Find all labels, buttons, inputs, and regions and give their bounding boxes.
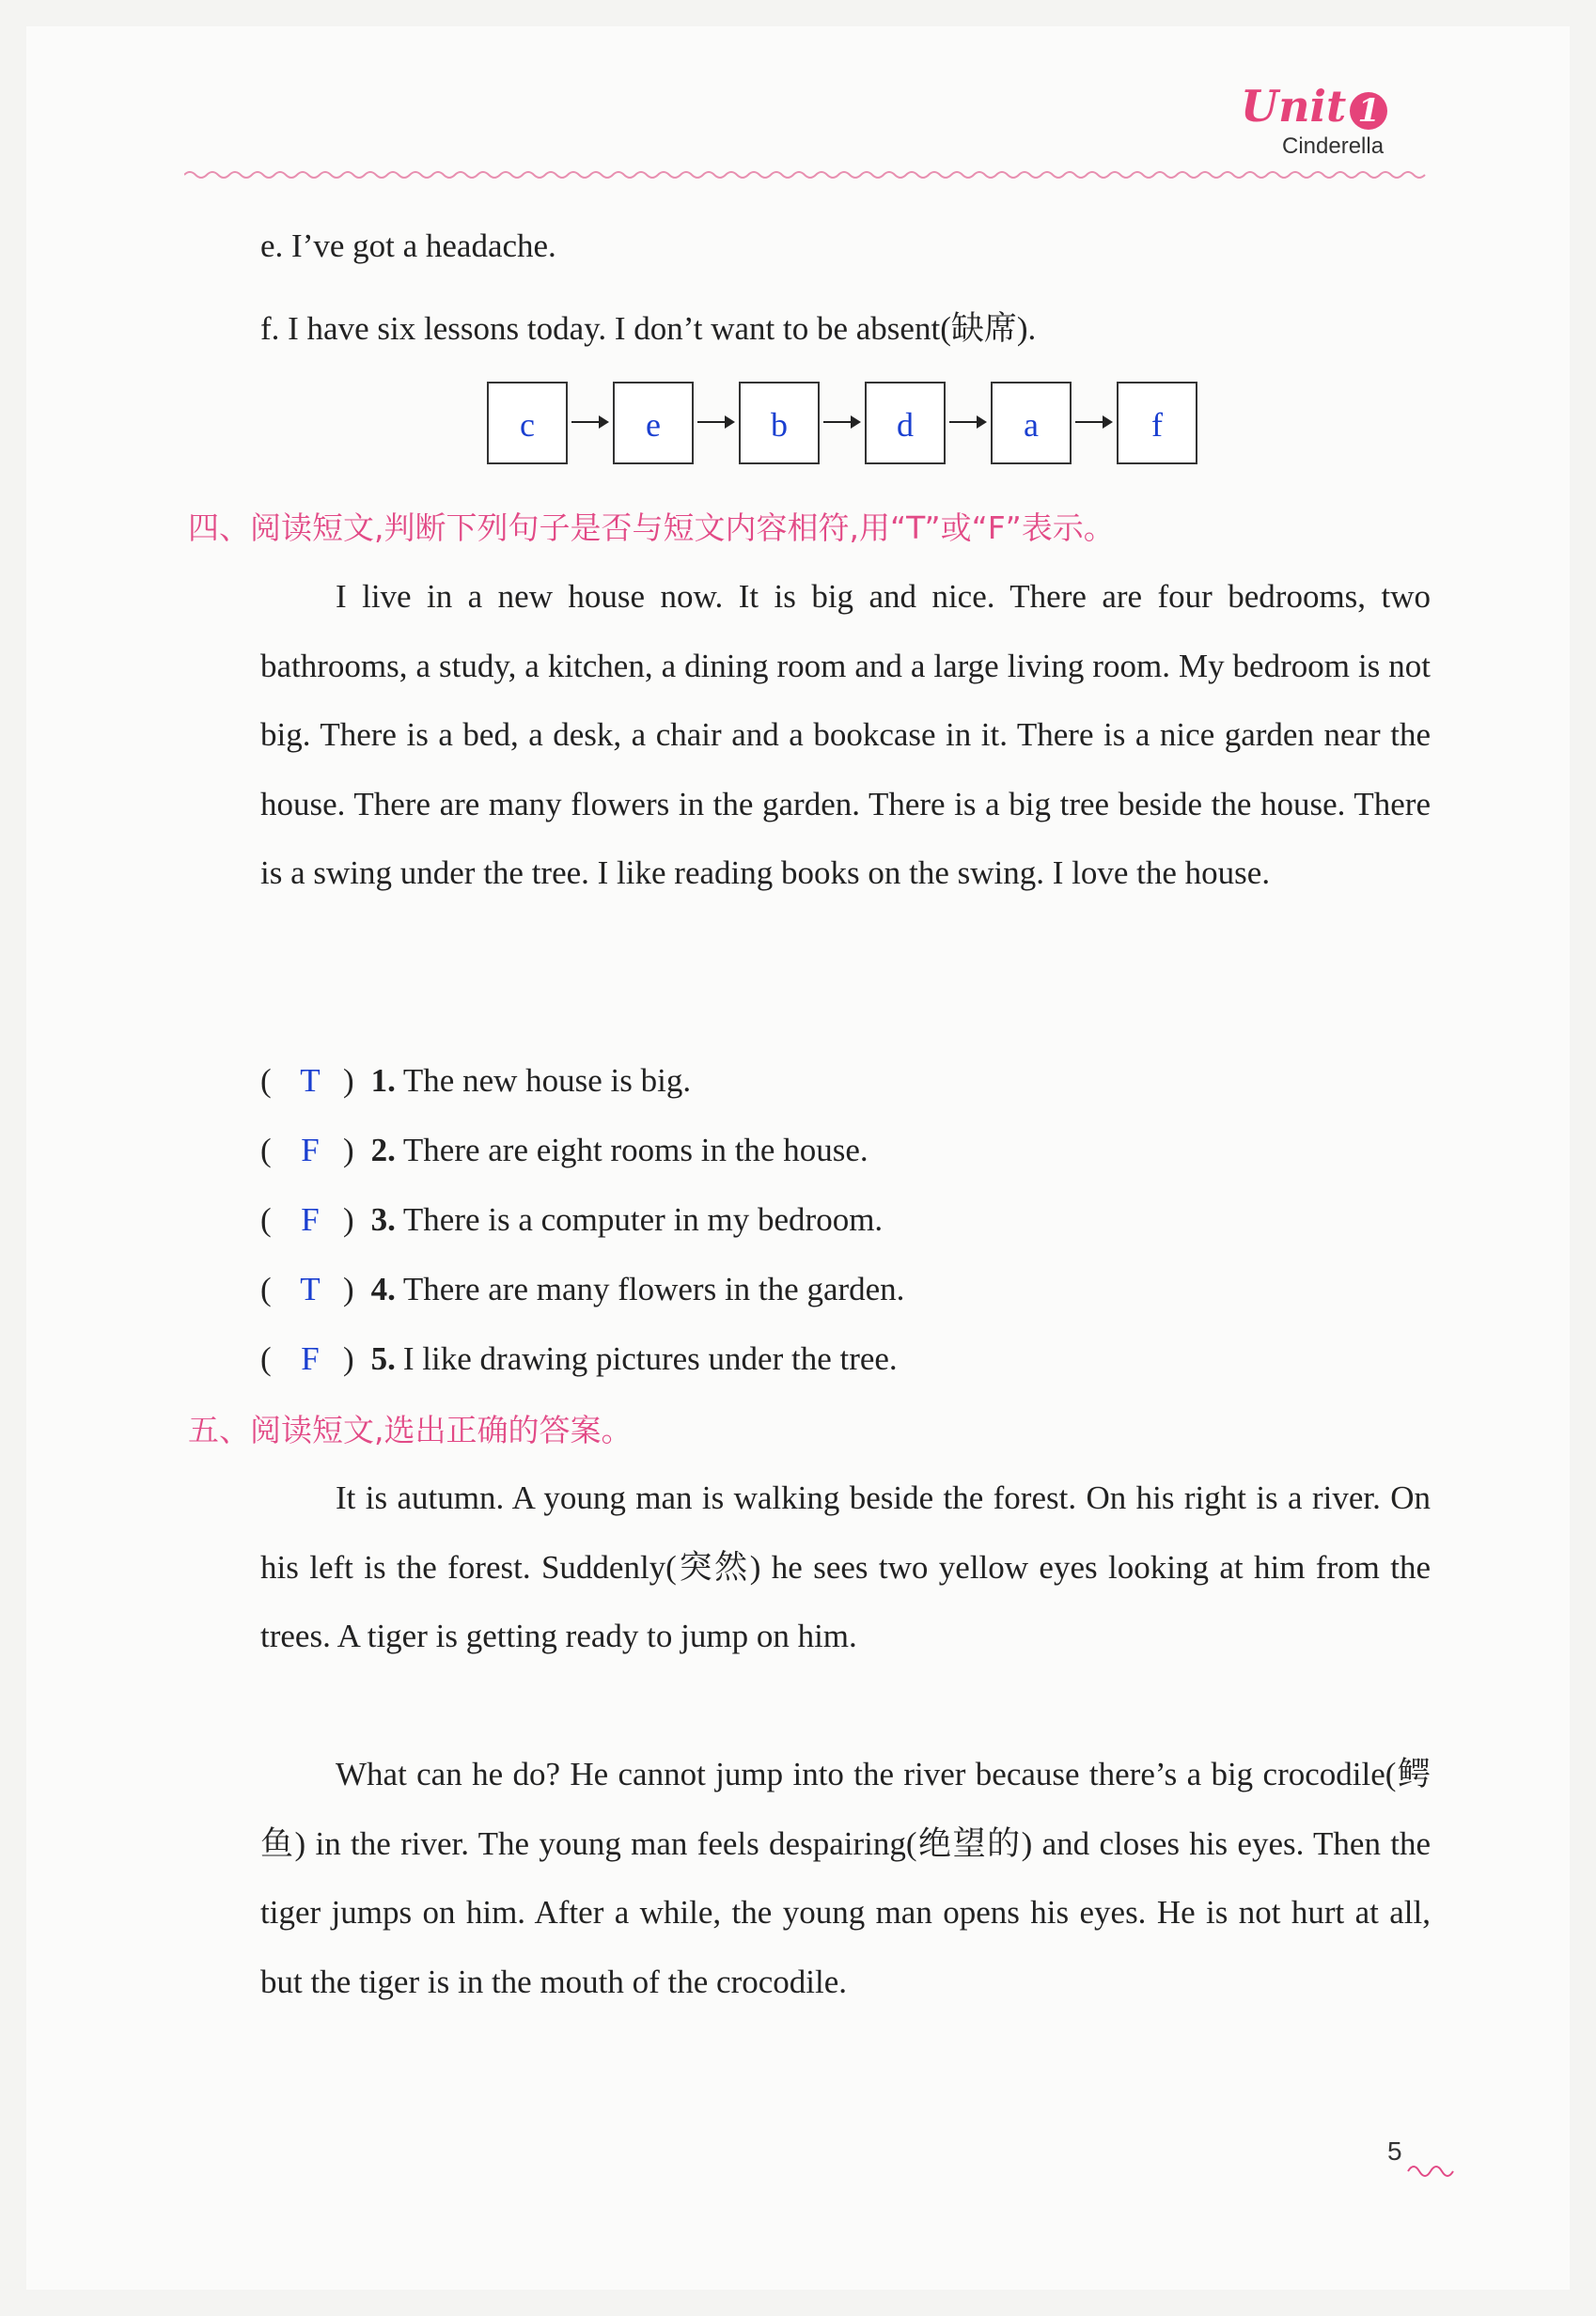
- tf-statement: There is a computer in my bedroom.: [402, 1201, 884, 1238]
- arrow-icon: [823, 421, 859, 423]
- tf-statement: There are many flowers in the garden.: [402, 1271, 905, 1307]
- sequence-box: d: [865, 382, 946, 464]
- section5-paragraph-2: [260, 1740, 1431, 2016]
- tf-statement: I like drawing pictures under the tree.: [402, 1340, 898, 1377]
- section4-passage: [260, 562, 1431, 908]
- page-number-decoration-icon: [1406, 2152, 1463, 2181]
- section4-heading: 四、阅读短文,判断下列句子是否与短文内容相符,用“T”或“F”表示。: [188, 509, 1115, 546]
- tf-answer: T: [300, 1062, 321, 1099]
- section5-paragraph-1: [260, 1463, 1431, 1671]
- tf-answer: F: [301, 1132, 320, 1168]
- tf-number: 1.: [370, 1062, 396, 1099]
- option-f: f. I have six lessons today. I don’t want to be absent(缺席).: [260, 310, 1037, 347]
- tf-item: ( T ) 1. The new house is big.: [260, 1062, 692, 1099]
- arrow-icon: [1075, 421, 1111, 423]
- unit-number: 1: [1350, 92, 1387, 130]
- tf-answer: F: [301, 1201, 320, 1238]
- tf-answer: T: [300, 1271, 321, 1307]
- section5-heading: 五、阅读短文,选出正确的答案。: [188, 1412, 633, 1448]
- unit-title: Cinderella: [1282, 133, 1385, 159]
- section5-paragraph-1-text: It is autumn. A young man is walking beside the forest. On his right is a river. On his left is the forest. Suddenly(突然) he sees two yellow eyes looking at him from the trees. A tiger is getting ready to jump on him.: [260, 1479, 1431, 1654]
- header-wave-divider: [184, 167, 1430, 182]
- section5-paragraph-2-text: What can he do? He cannot jump into the river because there’s a big crocodile(鳄鱼) in the river. The young man feels despairing(绝望的) and closes his eyes. Then the tiger jumps on him. After a while, the young man opens his eyes. He is not hurt at all, but the tiger is in the mouth of the crocodile.: [260, 1756, 1431, 2000]
- section4-passage-text: I live in a new house now. It is big and nice. There are four bedrooms, two bathrooms, a study, a kitchen, a dining room and a large living room. My bedroom is not big. There is a bed, a desk, a chair and a bookcase in it. There is a nice garden near the house. There are many flowers in the garden. There is a big tree beside the house. There is a swing under the tree. I like reading books on the swing. I love the house.: [260, 578, 1431, 891]
- tf-statement: The new house is big.: [402, 1062, 692, 1099]
- option-e: e. I’ve got a headache.: [260, 227, 556, 264]
- tf-item: ( F ) 3. There is a computer in my bedroom.: [260, 1201, 884, 1238]
- tf-number: 5.: [370, 1340, 396, 1377]
- unit-label: Unit: [1241, 81, 1347, 132]
- page-number: 5: [1387, 2136, 1402, 2166]
- arrow-icon: [697, 421, 733, 423]
- sequence-box: c: [487, 382, 568, 464]
- sequence-box: f: [1117, 382, 1197, 464]
- tf-number: 2.: [370, 1132, 396, 1168]
- sequence-box: b: [739, 382, 820, 464]
- tf-statement: There are eight rooms in the house.: [402, 1132, 868, 1168]
- unit-logo: [1241, 81, 1387, 132]
- arrow-icon: [571, 421, 607, 423]
- tf-number: 4.: [370, 1271, 396, 1307]
- tf-answer: F: [301, 1340, 320, 1377]
- tf-number: 3.: [370, 1201, 396, 1238]
- tf-item: ( F ) 2. There are eight rooms in the house.: [260, 1132, 868, 1168]
- sequence-box: a: [991, 382, 1072, 464]
- tf-item: ( T ) 4. There are many flowers in the garden.: [260, 1271, 905, 1307]
- sequence-box: e: [613, 382, 694, 464]
- arrow-icon: [949, 421, 985, 423]
- tf-item: ( F ) 5. I like drawing pictures under the tree.: [260, 1340, 898, 1377]
